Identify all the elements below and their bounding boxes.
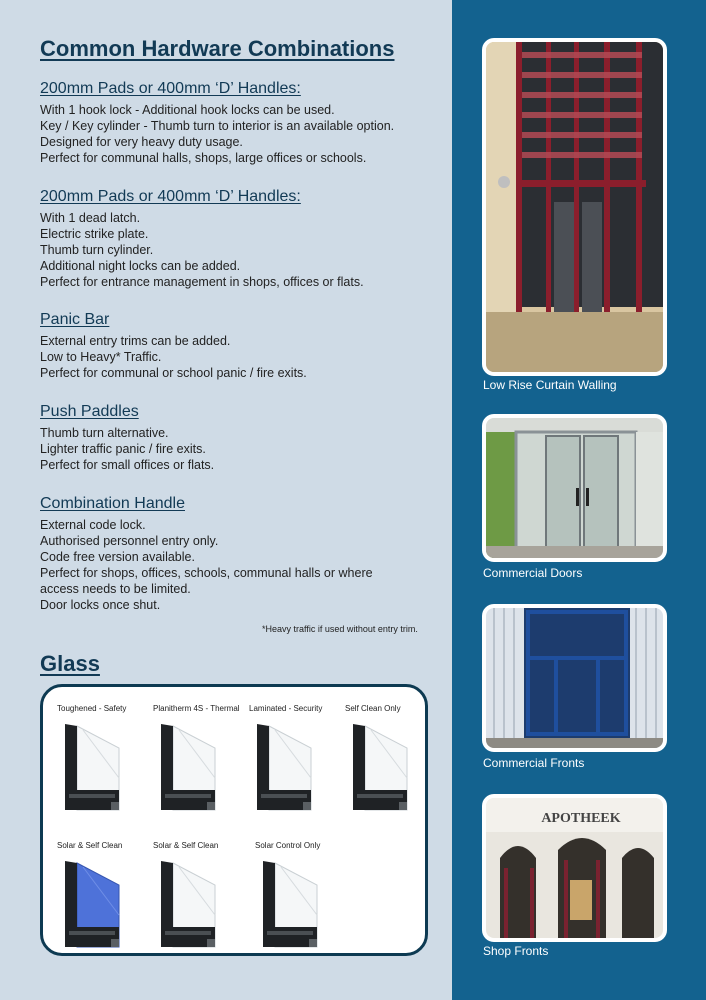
- section-line: Perfect for communal or school panic / fire exits.: [40, 366, 307, 380]
- glass-type-card: [153, 841, 249, 966]
- section-line: With 1 hook lock - Additional hook locks can be used.: [40, 103, 335, 117]
- photo-caption: Low Rise Curtain Walling: [483, 378, 617, 392]
- section-line: Electric strike plate.: [40, 227, 149, 241]
- glass-type-card: [255, 841, 351, 966]
- hardware-section-push-paddles: [40, 403, 440, 473]
- glass-type-card: [57, 841, 153, 966]
- section-heading: 200mm Pads or 400mm ‘D’ Handles:: [40, 188, 301, 205]
- glass-type-card: [249, 704, 345, 829]
- glass-unit-section-icon: [257, 855, 329, 951]
- glass-type-card: [153, 704, 249, 829]
- glass-unit-section-icon: [155, 718, 227, 814]
- photo-caption: Commercial Fronts: [483, 756, 585, 770]
- glass-type-card: [57, 704, 153, 829]
- hardware-title: Common Hardware Combinations: [40, 36, 395, 61]
- section-line: Code free version available.: [40, 550, 195, 564]
- section-line: Perfect for entrance management in shops, offices or flats.: [40, 275, 364, 289]
- section-line: Lighter traffic panic / fire exits.: [40, 442, 206, 456]
- section-line: Key / Key cylinder - Thumb turn to interior is an available option.: [40, 119, 395, 133]
- glass-unit-section-icon: [59, 718, 131, 814]
- glass-type-label: Self Clean Only: [345, 704, 401, 713]
- glass-type-label: Laminated - Security: [249, 704, 323, 713]
- photo-caption: Shop Fronts: [483, 944, 549, 958]
- glass-type-label: Solar & Self Clean: [57, 841, 123, 850]
- glass-type-label: Solar Control Only: [255, 841, 321, 850]
- heavy-traffic-footnote: *Heavy traffic if used without entry trim.: [262, 624, 418, 634]
- glass-types-panel: [40, 684, 428, 956]
- glass-unit-section-icon: [59, 855, 131, 951]
- section-line: Perfect for small offices or flats.: [40, 458, 215, 472]
- section-line: access needs to be limited.: [40, 582, 191, 596]
- section-line: External entry trims can be added.: [40, 334, 231, 348]
- section-line: Perfect for shops, offices, schools, communal halls or where: [40, 566, 373, 580]
- section-line: Thumb turn alternative.: [40, 426, 169, 440]
- photo-shop-fronts: [482, 794, 667, 942]
- glass-type-label: Solar & Self Clean: [153, 841, 219, 850]
- section-line: Door locks once shut.: [40, 598, 161, 612]
- hardware-section-combination-handle: [40, 495, 440, 613]
- section-line: External code lock.: [40, 518, 146, 532]
- section-line: Perfect for communal halls, shops, large offices or schools.: [40, 151, 367, 165]
- section-heading: Combination Handle: [40, 495, 185, 512]
- hardware-section-pads-hook-lock: [40, 80, 440, 166]
- photo-caption: Commercial Doors: [483, 566, 583, 580]
- section-heading: 200mm Pads or 400mm ‘D’ Handles:: [40, 80, 301, 97]
- section-line: Low to Heavy* Traffic.: [40, 350, 162, 364]
- glass-type-label: Planitherm 4S - Thermal: [153, 704, 240, 713]
- section-line: Authorised personnel entry only.: [40, 534, 219, 548]
- section-heading: Push Paddles: [40, 403, 139, 420]
- section-line: With 1 dead latch.: [40, 211, 141, 225]
- photo-commercial-fronts: [482, 604, 667, 752]
- glass-type-label: Toughened - Safety: [57, 704, 127, 713]
- shop-sign-text: APOTHEEK: [541, 811, 621, 826]
- hardware-section-panic-bar: [40, 311, 440, 381]
- glass-unit-section-icon: [155, 855, 227, 951]
- glass-title: Glass: [40, 651, 100, 676]
- section-heading: Panic Bar: [40, 311, 110, 328]
- hardware-section-pads-dead-latch: [40, 188, 440, 290]
- section-line: Designed for very heavy duty usage.: [40, 135, 243, 149]
- section-line: Additional night locks can be added.: [40, 259, 241, 273]
- glass-unit-section-icon: [251, 718, 323, 814]
- section-line: Thumb turn cylinder.: [40, 243, 154, 257]
- glass-unit-section-icon: [347, 718, 419, 814]
- photo-commercial-doors: [482, 414, 667, 562]
- photo-low-rise-curtain-walling: [482, 38, 667, 376]
- glass-type-card: [345, 704, 441, 829]
